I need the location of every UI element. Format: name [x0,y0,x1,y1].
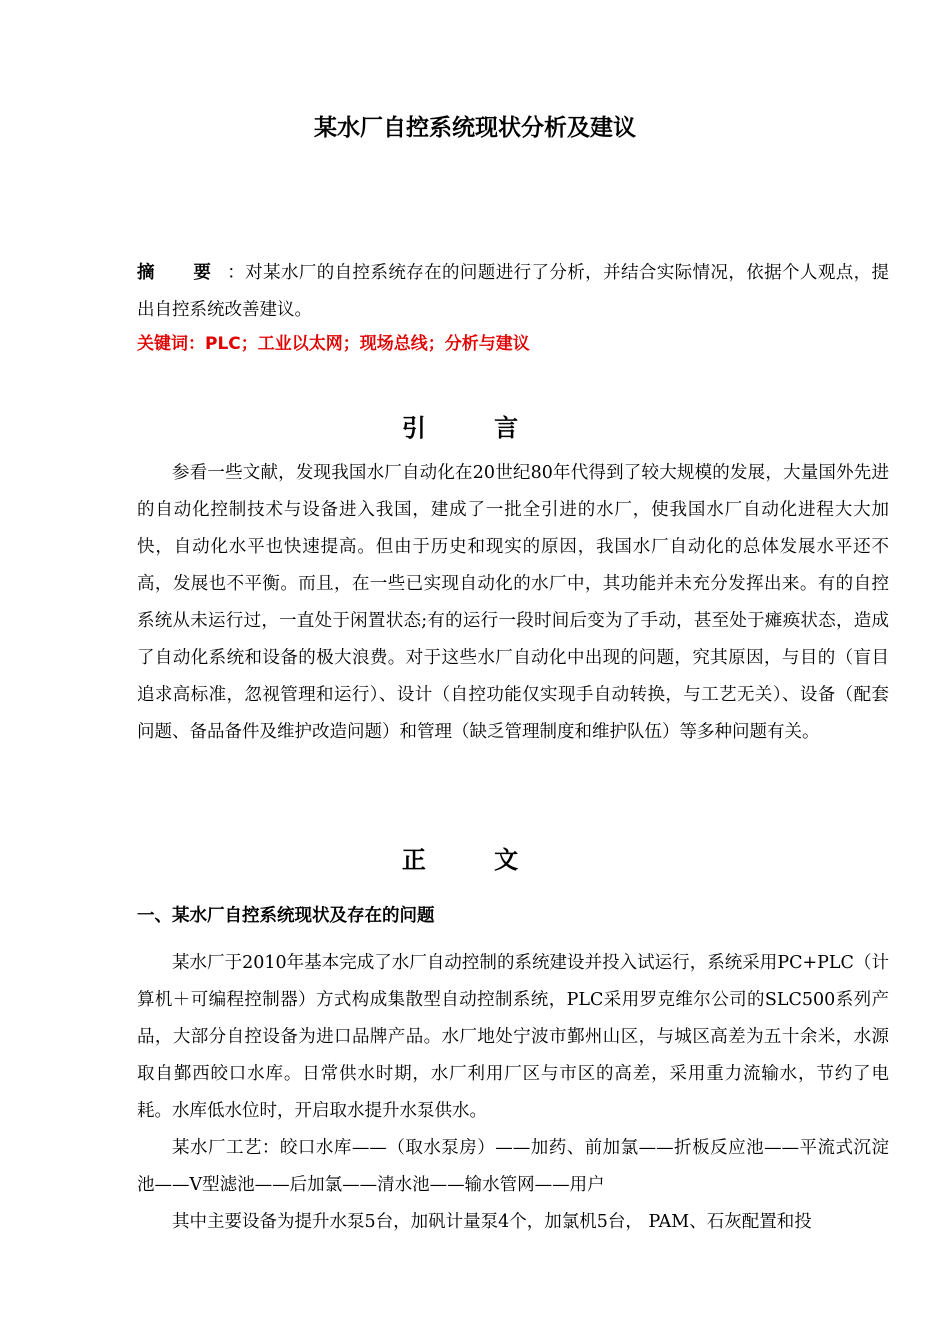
section1-heading: 一、某水厂自控系统现状及存在的问题 [137,906,435,926]
intro-heading: 引 言 [401,414,549,442]
keywords: 关键词：PLC；工业以太网；现场总线；分析与建议 [137,334,530,354]
intro-paragraph: 参看一些文献，发现我国水厂自动化在20世纪80年代得到了较大规模的发展，大量国外先进的自动化控制技术与设备进入我国，建成了一批全引进的水厂，使我国水厂自动化进程大大加快，自动化水平也快速提高。但由于历史和现实的原因，我国水厂自动化的总体发展水平还不高，发展也不平衡。而且，在一些已实现自动化的水厂中，其功能并未充分发挥出来。有的自控系统从未运行过，一直处于闲置状态;有的运行一段时间后变为了手动，甚至处于瘫痪状态，造成了自动化系统和设备的极大浪费。对于这些水厂自动化中出现的问题，究其原因，与目的（盲目追求高标准，忽视管理和运行）、设计（自控功能仅实现手自动转换，与工艺无关）、设备（配套问题、备品备件及维护改造问题）和管理（缺乏管理制度和维护队伍）等多种问题有关。 [137,463,889,742]
section1-paragraph-1: 某水厂于2010年基本完成了水厂自动控制的系统建设并投入试运行，系统采用PC+PLC（计算机＋可编程控制器）方式构成集散型自动控制系统，PLC采用罗克维尔公司的SLC500系列产品，大部分自控设备为进口品牌产品。水厂地处宁波市鄞州山区，与城区高差为五十余米，水源取自鄞西皎口水库。日常供水时期，水厂利用厂区与市区的高差，采用重力流输水，节约了电耗。水库低水位时，开启取水提升水泵供水。 [137,953,889,1121]
section1-paragraph-3: 其中主要设备为提升水泵5台，加矾计量泵4个，加氯机5台， PAM、石灰配置和投 [172,1212,812,1232]
document-title: 某水厂自控系统现状分析及建议 [314,115,636,141]
abstract-text: ：对某水厂的自控系统存在的问题进行了分析，并结合实际情况，依据个人观点，提出自控系统改善建议。 [137,263,889,320]
abstract [137,255,889,329]
abstract-label: 摘 要 [137,263,228,283]
body-heading: 正 文 [401,846,549,874]
section1-paragraph-2: 某水厂工艺：皎口水库——（取水泵房）——加药、前加氯——折板反应池——平流式沉淀池——V型滤池——后加氯——清水池——输水管网——用户 [137,1138,889,1195]
